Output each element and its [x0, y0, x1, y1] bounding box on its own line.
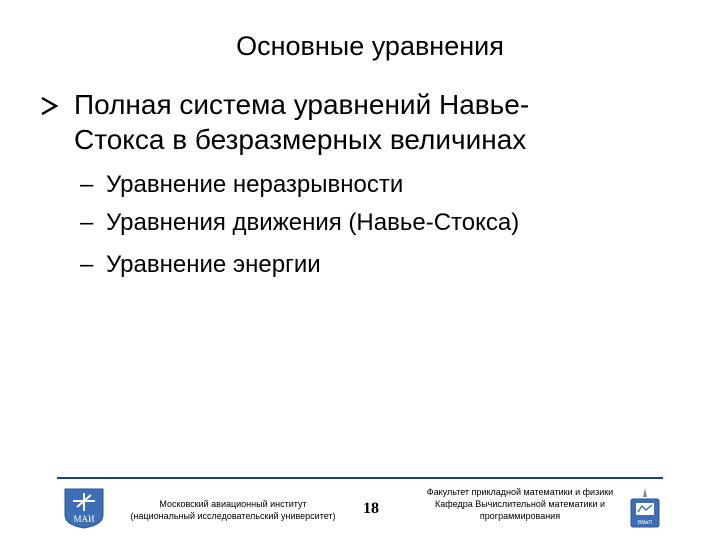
department-logo-text: ВМиП [638, 520, 652, 526]
sub-bullet-text: Уравнение неразрывности [106, 171, 404, 198]
mai-logo-text: МАИ [73, 514, 95, 524]
footer-department-line-2: Кафедра Вычислительной математики и [434, 499, 606, 509]
sub-bullet-energy [80, 250, 680, 280]
sub-bullet-text: Уравнения движения (Навье-Стокса) [106, 209, 520, 236]
footer-department [410, 486, 630, 522]
sub-bullet-motion [80, 208, 680, 238]
sub-bullet-text: Уравнение энергии [106, 251, 321, 278]
page-number: 18 [363, 500, 379, 517]
mai-logo-icon [61, 487, 107, 529]
footer-institute-line-1: Московский авиационный институт [159, 499, 307, 509]
sub-bullet-continuity [80, 170, 680, 200]
arrow-bullet-icon [40, 97, 62, 115]
main-bullet-line-2: Стокса в безразмерных величинах [74, 124, 527, 155]
footer-divider [57, 477, 663, 479]
footer-department-line-1: Факультет прикладной математики и физики [426, 487, 614, 497]
dash-icon: – [80, 171, 94, 198]
footer-department-line-3: программирования [479, 511, 561, 521]
main-bullet-line-1: Полная система уравнений Навье- [74, 89, 530, 120]
footer-institute [108, 498, 358, 522]
footer-institute-line-2: (национальный исследовательский университет) [130, 511, 336, 521]
main-bullet [40, 87, 680, 157]
dash-icon: – [80, 251, 94, 278]
department-logo-icon [628, 487, 662, 529]
dash-icon: – [80, 209, 94, 236]
slide-title: Основные уравнения [236, 31, 504, 61]
